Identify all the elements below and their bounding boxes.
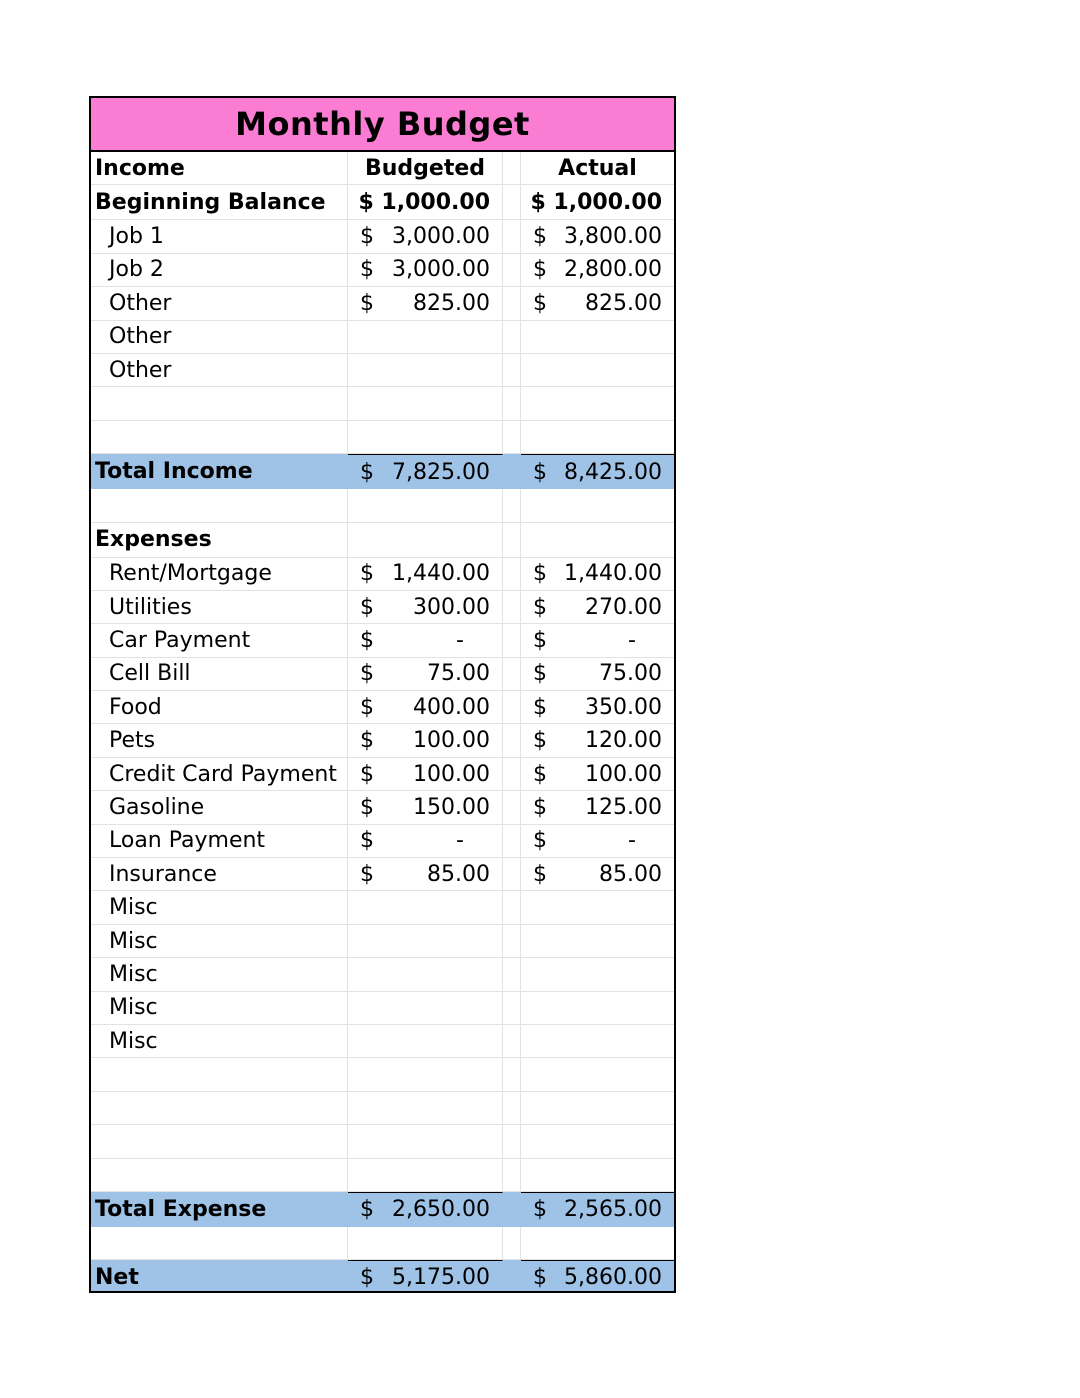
budgeted-cell[interactable] xyxy=(348,992,503,1024)
actual-cell[interactable] xyxy=(521,925,674,957)
budgeted-cell[interactable] xyxy=(348,958,503,990)
currency-symbol: $ xyxy=(533,257,547,283)
currency-symbol: $ xyxy=(533,224,547,250)
budgeted-cell[interactable] xyxy=(348,1025,503,1057)
currency-symbol: $ xyxy=(360,224,374,250)
blank-row xyxy=(91,1092,674,1125)
actual-cell[interactable] xyxy=(521,858,674,890)
actual-value: 2,800.00 xyxy=(564,257,662,283)
expense-row xyxy=(91,891,674,924)
budgeted-value: 75.00 xyxy=(427,661,490,687)
beginning-balance-budgeted[interactable]: $ 1,000.00 xyxy=(348,185,503,219)
row-label[interactable]: Loan Payment xyxy=(91,825,348,857)
gap-cell xyxy=(503,287,521,319)
expense-row xyxy=(91,624,674,657)
blank-row xyxy=(91,387,674,420)
header-row xyxy=(91,152,674,185)
gap-cell xyxy=(503,1260,521,1293)
currency-symbol: $ xyxy=(533,861,547,887)
actual-cell[interactable] xyxy=(521,658,674,690)
budgeted-value: 825.00 xyxy=(413,290,490,316)
row-label[interactable]: Misc xyxy=(91,891,348,923)
currency-symbol: $ xyxy=(533,728,547,754)
currency-symbol: $ xyxy=(360,728,374,754)
row-label[interactable]: Insurance xyxy=(91,858,348,890)
row-label[interactable]: Job 1 xyxy=(91,220,348,252)
budgeted-cell[interactable] xyxy=(348,624,503,656)
currency-symbol: $ xyxy=(533,627,547,653)
actual-cell[interactable] xyxy=(521,287,674,319)
budgeted-value: 85.00 xyxy=(427,861,490,887)
currency-symbol: $ xyxy=(360,290,374,316)
gap-cell xyxy=(503,591,521,623)
actual-cell[interactable] xyxy=(521,958,674,990)
budgeted-value: 400.00 xyxy=(413,694,490,720)
budgeted-value: 100.00 xyxy=(413,761,490,787)
blank-row xyxy=(91,421,674,454)
budgeted-value: 100.00 xyxy=(413,728,490,754)
expense-row xyxy=(91,558,674,591)
currency-symbol: $ xyxy=(533,794,547,820)
expense-row xyxy=(91,591,674,624)
gap-cell xyxy=(503,791,521,823)
budgeted-cell[interactable] xyxy=(348,925,503,957)
currency-symbol: $ xyxy=(533,290,547,316)
gap-cell xyxy=(503,691,521,723)
currency-symbol: $ xyxy=(533,661,547,687)
row-label[interactable]: Other xyxy=(91,321,348,353)
actual-cell[interactable] xyxy=(521,354,674,386)
gap-cell xyxy=(503,220,521,252)
currency-symbol: $ xyxy=(533,561,547,587)
income-row xyxy=(91,220,674,253)
budgeted-cell[interactable] xyxy=(348,558,503,590)
blank-row xyxy=(91,1058,674,1091)
row-label[interactable]: Job 2 xyxy=(91,254,348,286)
total-income-actual[interactable]: $ 8,425.00 xyxy=(521,454,674,489)
sheet-title: Monthly Budget xyxy=(91,98,674,152)
actual-cell[interactable] xyxy=(521,1025,674,1057)
budgeted-cell[interactable] xyxy=(348,825,503,857)
net-row xyxy=(91,1260,674,1293)
budgeted-value: 3,000.00 xyxy=(392,224,490,250)
budgeted-cell[interactable] xyxy=(348,287,503,319)
actual-cell[interactable] xyxy=(521,254,674,286)
blank-row xyxy=(91,1125,674,1158)
total-expense-label[interactable]: Total Expense xyxy=(91,1192,348,1227)
actual-value: 120.00 xyxy=(585,728,662,754)
budgeted-value: 3,000.00 xyxy=(392,257,490,283)
beginning-balance-label[interactable]: Beginning Balance xyxy=(91,185,348,219)
budgeted-cell[interactable] xyxy=(348,220,503,252)
actual-cell[interactable] xyxy=(521,321,674,353)
actual-value: 3,800.00 xyxy=(564,224,662,250)
currency-symbol: $ xyxy=(360,828,374,854)
income-row xyxy=(91,354,674,387)
gap-cell xyxy=(503,454,521,489)
actual-cell[interactable] xyxy=(521,624,674,656)
total-income-budgeted[interactable]: $ 7,825.00 xyxy=(348,454,503,489)
actual-cell[interactable] xyxy=(521,992,674,1024)
beginning-balance-row xyxy=(91,185,674,220)
currency-symbol: $ xyxy=(360,861,374,887)
currency-symbol: $ xyxy=(360,561,374,587)
gap-cell xyxy=(503,891,521,923)
budgeted-value: 300.00 xyxy=(413,594,490,620)
budgeted-value: - xyxy=(456,627,464,653)
expense-row xyxy=(91,958,674,991)
budgeted-value: 1,440.00 xyxy=(392,561,490,587)
gap-cell xyxy=(503,858,521,890)
gap-cell xyxy=(503,724,521,756)
row-label[interactable]: Pets xyxy=(91,724,348,756)
actual-value: 125.00 xyxy=(585,794,662,820)
gap-cell xyxy=(503,558,521,590)
budgeted-cell[interactable] xyxy=(348,758,503,790)
row-label[interactable]: Gasoline xyxy=(91,791,348,823)
expenses-header[interactable]: Expenses xyxy=(91,523,348,557)
gap-cell xyxy=(503,624,521,656)
actual-cell[interactable] xyxy=(521,220,674,252)
expenses-header-row xyxy=(91,523,674,558)
budgeted-header[interactable]: Budgeted xyxy=(348,152,503,184)
row-label[interactable]: Misc xyxy=(91,958,348,990)
gap-cell xyxy=(503,658,521,690)
blank-row xyxy=(91,489,674,522)
currency-symbol: $ xyxy=(360,257,374,283)
actual-cell[interactable] xyxy=(521,758,674,790)
income-rows xyxy=(91,220,674,387)
blank-row xyxy=(91,1227,674,1260)
gap-cell xyxy=(503,1192,521,1227)
gap-cell xyxy=(503,992,521,1024)
gap-cell xyxy=(503,354,521,386)
currency-symbol: $ xyxy=(533,594,547,620)
expense-row xyxy=(91,724,674,757)
currency-symbol: $ xyxy=(360,694,374,720)
budgeted-cell[interactable] xyxy=(348,658,503,690)
actual-value: 100.00 xyxy=(585,761,662,787)
budgeted-cell[interactable] xyxy=(348,691,503,723)
currency-symbol: $ xyxy=(533,828,547,854)
budgeted-cell[interactable] xyxy=(348,321,503,353)
actual-cell[interactable] xyxy=(521,825,674,857)
gap-cell xyxy=(503,925,521,957)
row-label[interactable]: Misc xyxy=(91,1025,348,1057)
gap-cell xyxy=(503,1025,521,1057)
actual-value: - xyxy=(628,627,636,653)
income-row xyxy=(91,321,674,354)
budgeted-cell[interactable] xyxy=(348,891,503,923)
actual-cell[interactable] xyxy=(521,724,674,756)
row-label[interactable]: Utilities xyxy=(91,591,348,623)
actual-cell[interactable] xyxy=(521,591,674,623)
actual-cell[interactable] xyxy=(521,691,674,723)
expense-row xyxy=(91,825,674,858)
income-row xyxy=(91,254,674,287)
currency-symbol: $ xyxy=(360,761,374,787)
net-actual[interactable]: $ 5,860.00 xyxy=(521,1260,674,1293)
actual-cell[interactable] xyxy=(521,791,674,823)
actual-value: 350.00 xyxy=(585,694,662,720)
budgeted-cell[interactable] xyxy=(348,791,503,823)
currency-symbol: $ xyxy=(533,761,547,787)
expense-row xyxy=(91,691,674,724)
row-label[interactable]: Credit Card Payment xyxy=(91,758,348,790)
total-expense-row xyxy=(91,1192,674,1227)
currency-symbol: $ xyxy=(360,661,374,687)
total-income-label[interactable]: Total Income xyxy=(91,454,348,489)
budgeted-cell[interactable] xyxy=(348,591,503,623)
actual-value: 825.00 xyxy=(585,290,662,316)
expense-row xyxy=(91,1025,674,1058)
gap-cell xyxy=(503,958,521,990)
expense-row xyxy=(91,658,674,691)
row-label[interactable]: Car Payment xyxy=(91,624,348,656)
budgeted-value: 150.00 xyxy=(413,794,490,820)
expense-row xyxy=(91,791,674,824)
gap-cell xyxy=(503,321,521,353)
row-label[interactable]: Other xyxy=(91,354,348,386)
budget-sheet xyxy=(89,96,676,1293)
actual-cell[interactable] xyxy=(521,558,674,590)
gap-cell xyxy=(503,758,521,790)
actual-header[interactable]: Actual xyxy=(558,155,637,181)
expense-row xyxy=(91,758,674,791)
gap-cell xyxy=(503,825,521,857)
currency-symbol: $ xyxy=(360,594,374,620)
total-expense-actual[interactable]: $ 2,565.00 xyxy=(521,1192,674,1227)
expense-row xyxy=(91,992,674,1025)
beginning-balance-actual[interactable]: $ 1,000.00 xyxy=(530,189,662,215)
currency-symbol: $ xyxy=(360,627,374,653)
total-expense-budgeted[interactable]: $ 2,650.00 xyxy=(348,1192,503,1227)
currency-symbol: $ xyxy=(360,794,374,820)
row-label[interactable]: Misc xyxy=(91,992,348,1024)
blank-row xyxy=(91,1159,674,1192)
income-header[interactable]: Income xyxy=(91,152,348,184)
actual-value: 1,440.00 xyxy=(564,561,662,587)
gap-cell xyxy=(503,185,521,219)
actual-cell[interactable] xyxy=(521,891,674,923)
row-label[interactable]: Food xyxy=(91,691,348,723)
expense-row xyxy=(91,925,674,958)
gap-cell xyxy=(503,254,521,286)
row-label[interactable]: Rent/Mortgage xyxy=(91,558,348,590)
budgeted-cell[interactable] xyxy=(348,724,503,756)
budgeted-cell[interactable] xyxy=(348,858,503,890)
actual-value: 85.00 xyxy=(599,861,662,887)
row-label[interactable]: Misc xyxy=(91,925,348,957)
row-label[interactable]: Cell Bill xyxy=(91,658,348,690)
currency-symbol: $ xyxy=(533,694,547,720)
budgeted-cell[interactable] xyxy=(348,254,503,286)
budgeted-cell[interactable] xyxy=(348,354,503,386)
row-label[interactable]: Other xyxy=(91,287,348,319)
expense-rows xyxy=(91,558,674,1059)
net-budgeted[interactable]: $ 5,175.00 xyxy=(348,1260,503,1293)
net-label[interactable]: Net xyxy=(91,1260,348,1293)
actual-value: 75.00 xyxy=(599,661,662,687)
total-income-row xyxy=(91,454,674,489)
actual-value: - xyxy=(628,828,636,854)
income-row xyxy=(91,287,674,320)
gap-cell xyxy=(503,152,521,184)
budgeted-value: - xyxy=(456,828,464,854)
expense-row xyxy=(91,858,674,891)
actual-value: 270.00 xyxy=(585,594,662,620)
